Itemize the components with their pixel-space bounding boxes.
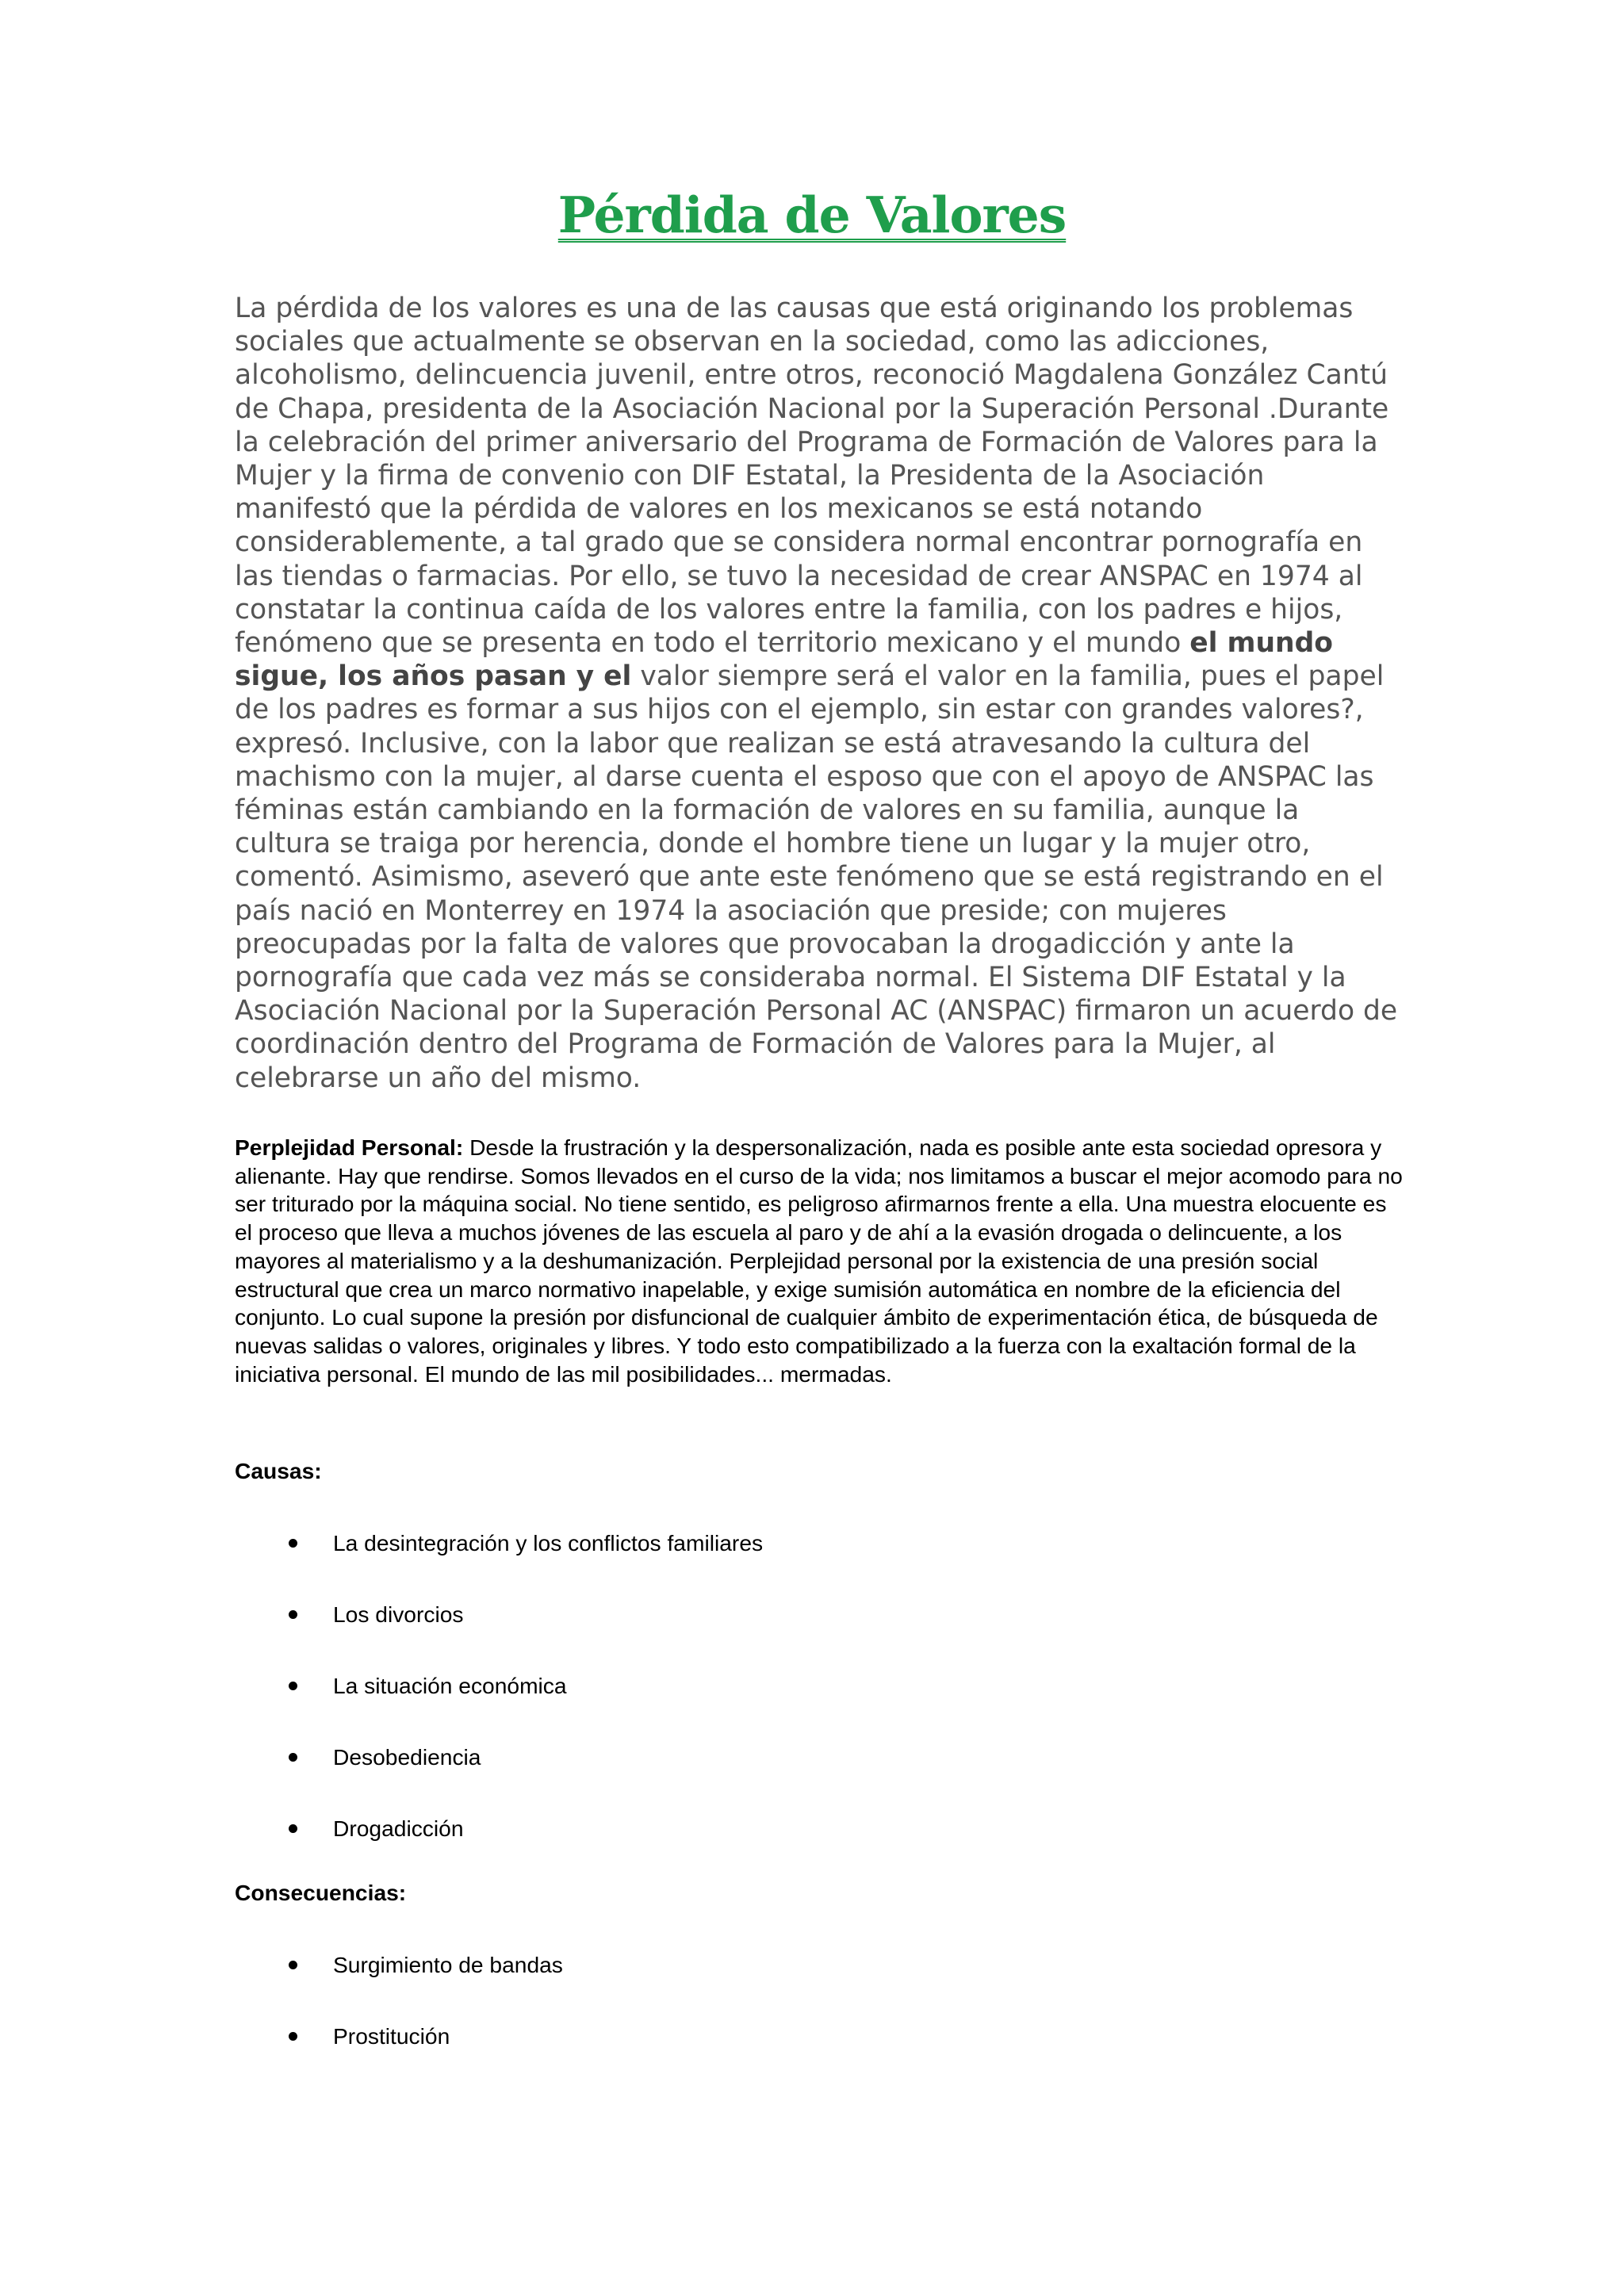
intro-bold-text: el mundo sigue, los años pasan y el bbox=[235, 627, 1333, 693]
perplejidad-text: Desde la frustración y la despersonalización, nada es posible ante esta sociedad opresora y alienante. Hay que rendirse. Somos llevados en el curso de la vida; nos limitamos a buscar el mejor acomodo para no ser triturado por la máquina social. No tiene sentido, es peligroso afirmarnos frente a ella. Una muestra elocuente es el proceso que lleva a muchos jóvenes de las escuela al paro y de ahí a la evasión drogada o delincuente, a los mayores al materialismo y a la deshumanización. Perplejidad personal por la existencia de una presión social estructural que crea un marco normativo inapelable, y exige sumisión automática en nombre de la eficiencia del conjunto. Lo cual supone la presión por disfuncional de cualquier ámbito de experimentación ética, de búsqueda de nuevas salidas o valores, originales y libres. Y todo esto compatibilizado a la fuerza con la exaltación formal de la iniciativa personal. El mundo de las mil posibilidades... mermadas. bbox=[235, 1135, 1403, 1387]
list-item-text: Surgimiento de bandas bbox=[333, 1952, 563, 1977]
bullet-icon bbox=[289, 1610, 297, 1619]
bullet-icon bbox=[289, 1824, 297, 1833]
page-title bbox=[0, 186, 1624, 246]
list-item-text: Los divorcios bbox=[333, 1601, 464, 1627]
list-item bbox=[235, 1529, 1345, 1600]
intro-paragraph bbox=[235, 292, 1402, 1095]
bullet-icon bbox=[289, 2032, 297, 2041]
consecuencias-list bbox=[235, 1950, 1345, 2093]
bullet-icon bbox=[289, 1539, 297, 1548]
bullet-icon bbox=[289, 1961, 297, 1969]
list-item bbox=[235, 1671, 1345, 1743]
list-item bbox=[235, 1950, 1345, 2022]
list-item-text: Drogadicción bbox=[333, 1816, 464, 1841]
list-item-text: La situación económica bbox=[333, 1673, 567, 1698]
list-item bbox=[235, 1743, 1345, 1814]
bullet-icon bbox=[289, 1753, 297, 1762]
list-item-text: Desobediencia bbox=[333, 1744, 481, 1770]
perplejidad-paragraph bbox=[235, 1134, 1408, 1388]
causas-list bbox=[235, 1529, 1345, 1885]
bullet-icon bbox=[289, 1682, 297, 1690]
page-title-text: Pérdida de Valores bbox=[557, 186, 1067, 244]
intro-text-part2: valor siempre será el valor en la familia, pues el papel de los padres es formar a sus hijos con el ejemplo, sin estar con grandes valores?, expresó. Inclusive, con la labor que realizan se está atravesando la cultura del machismo con la mujer, al darse cuenta el esposo que con el apoyo de ANSPAC las féminas están cambiando en la formación de valores en su familia, aunque la cultura se traiga por herencia, donde el hombre tiene un lugar y la mujer otro, comentó. Asimismo, aseveró que ante este fenómeno que se está registrando en el país nació en Monterrey en 1974 la asociación que preside; con mujeres preocupadas por la falta de valores que provocaban la drogadicción y ante la pornografía que cada vez más se consideraba normal. El Sistema DIF Estatal y la Asociación Nacional por la Superación Personal AC (ANSPAC) firmaron un acuerdo de coordinación dentro del Programa de Formación de Valores para la Mujer, al celebrarse un año del mismo. bbox=[235, 660, 1398, 1094]
list-item bbox=[235, 1600, 1345, 1671]
consecuencias-heading: Consecuencias: bbox=[235, 1880, 407, 1905]
list-item bbox=[235, 1814, 1345, 1885]
causas-heading: Causas: bbox=[235, 1458, 322, 1483]
list-item bbox=[235, 2022, 1345, 2093]
list-item-text: La desintegración y los conflictos familiares bbox=[333, 1530, 764, 1556]
list-item-text: Prostitución bbox=[333, 2023, 450, 2049]
perplejidad-label: Perplejidad Personal: bbox=[235, 1135, 464, 1160]
intro-text-part1: La pérdida de los valores es una de las causas que está originando los problemas sociales que actualmente se observan en la sociedad, como las adicciones, alcoholismo, delincuencia juvenil, entre otros, reconoció Magdalena González Cantú de Chapa, presidenta de la Asociación Nacional por la Superación Personal .Durante la celebración del primer aniversario del Programa de Formación de Valores para la Mujer y la firma de convenio con DIF Estatal, la Presidenta de la Asociación manifestó que la pérdida de valores en los mexicanos se está notando considerablemente, a tal grado que se considera normal encontrar pornografía en las tiendas o farmacias. Por ello, se tuvo la necesidad de crear ANSPAC en 1974 al constatar la continua caída de los valores entre la familia, con los padres e hijos, fenómeno que se presenta en todo el territorio mexicano y el mundo bbox=[235, 293, 1389, 660]
